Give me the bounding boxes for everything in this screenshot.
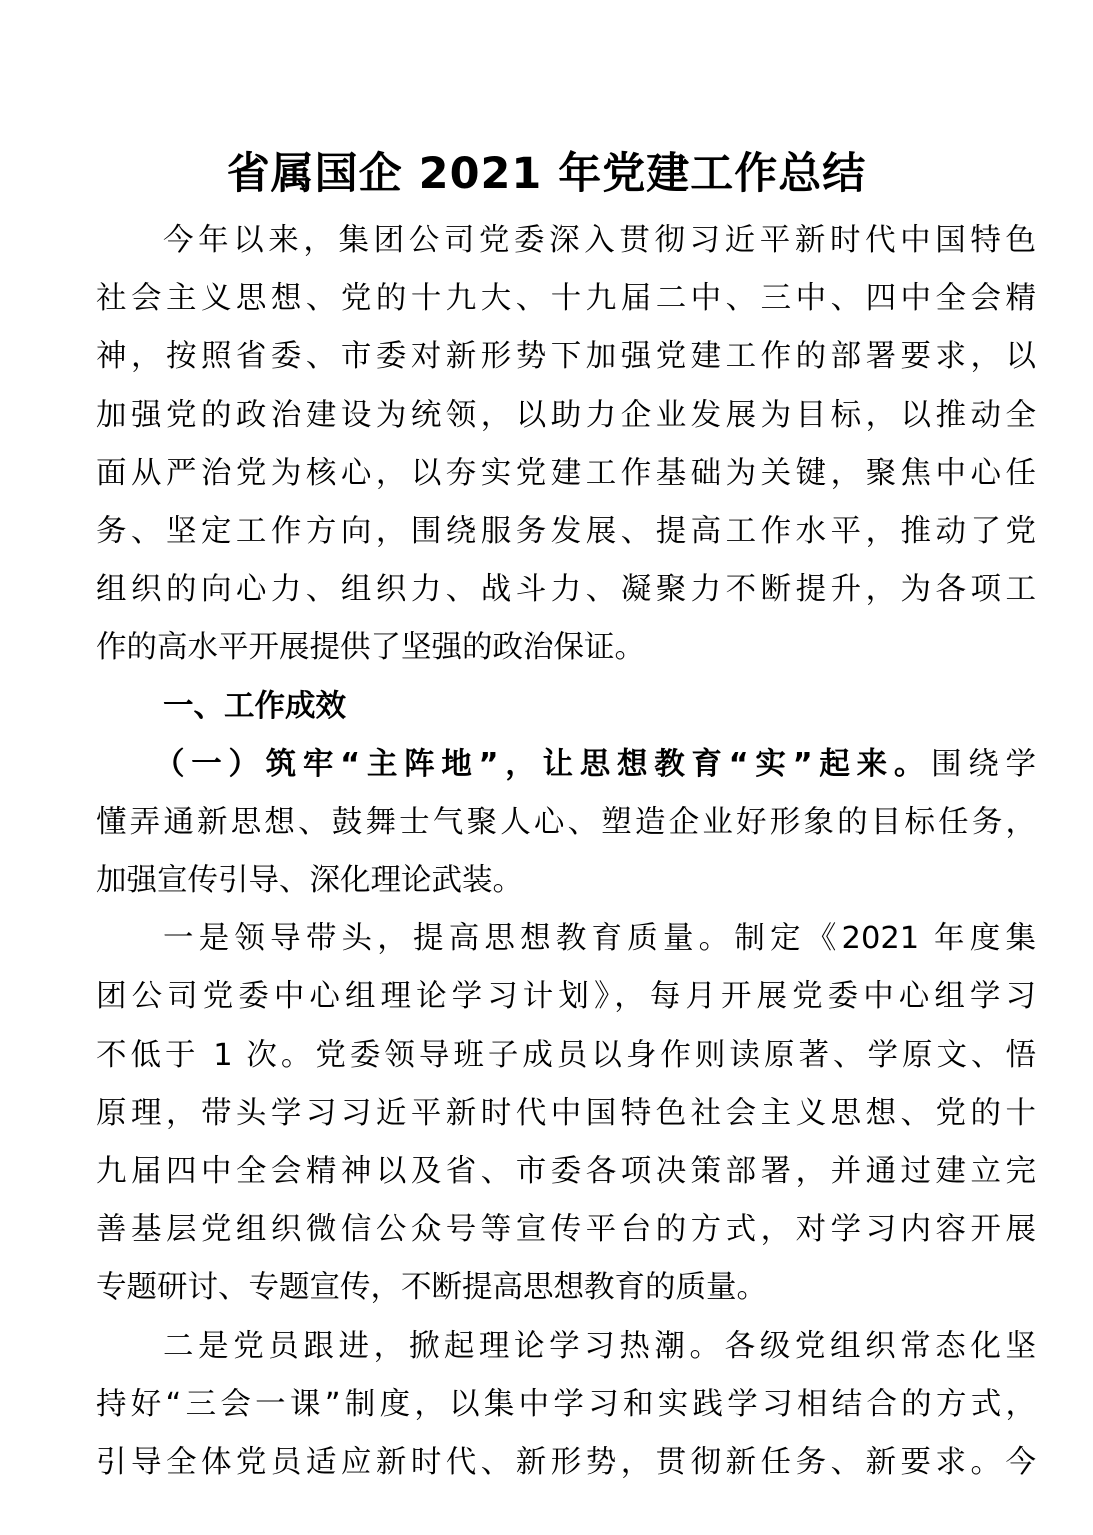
text-line: 神，按照省委、市委对新形势下加强党建工作的部署要求，以: [96, 339, 1036, 375]
text-line: 团公司党委中心组理论学习计划》，每月开展党委中心组学习: [96, 979, 1036, 1015]
text-line: 二是党员跟进，掀起理论学习热潮。各级党组织常态化坚: [163, 1328, 1036, 1364]
text-line: 善基层党组织微信公众号等宣传平台的方式，对学习内容开展: [96, 1212, 1036, 1248]
text-line: 组织的向心力、组织力、战斗力、凝聚力不断提升，为各项工: [96, 572, 1036, 608]
text-line: 面从严治党为核心，以夯实党建工作基础为关键，聚焦中心任: [96, 455, 1036, 491]
subsection-heading-line: [96, 736, 1036, 794]
text-line: 懂弄通新思想、鼓舞士气聚人心、塑造企业好形象的目标任务，: [96, 804, 1036, 840]
document-body: [96, 212, 1036, 1492]
section-heading: 一、工作成效: [163, 688, 346, 724]
text-line: 加强宣传引导、深化理论武装。: [96, 863, 523, 899]
text-line: 持好“三会一课”制度，以集中学习和实践学习相结合的方式，: [96, 1386, 1036, 1422]
text-line: 加强党的政治建设为统领，以助力企业发展为目标，以推动全: [96, 397, 1036, 433]
subsection-heading: （一）筑牢“主阵地”，让思想教育“实”起来。: [154, 746, 932, 782]
text-line: 今年以来，集团公司党委深入贯彻习近平新时代中国特色: [163, 223, 1036, 258]
text-line: 专题研讨、专题宣传，不断提高思想教育的质量。: [96, 1270, 767, 1306]
text-line: 一是领导带头，提高思想教育质量。制定《2021 年度集: [163, 921, 1036, 957]
text-line: 引导全体党员适应新时代、新形势，贯彻新任务、新要求。今: [96, 1444, 1036, 1480]
text-line: 务、坚定工作方向，围绕服务发展、提高工作水平，推动了党: [96, 513, 1036, 549]
text-line: 不低于 1 次。党委领导班子成员以身作则读原著、学原文、悟: [96, 1037, 1036, 1073]
text-line: 九届四中全会精神以及省、市委各项决策部署，并通过建立完: [96, 1154, 1036, 1189]
text-line: 作的高水平开展提供了坚强的政治保证。: [96, 630, 645, 666]
subsection-heading-rest: 围绕学: [931, 746, 1037, 782]
document-title: 省属国企 2021 年党建工作总结: [226, 149, 867, 199]
text-line: 社会主义思想、党的十九大、十九届二中、三中、四中全会精: [96, 281, 1036, 317]
text-line: 原理，带头学习习近平新时代中国特色社会主义思想、党的十: [96, 1095, 1036, 1131]
